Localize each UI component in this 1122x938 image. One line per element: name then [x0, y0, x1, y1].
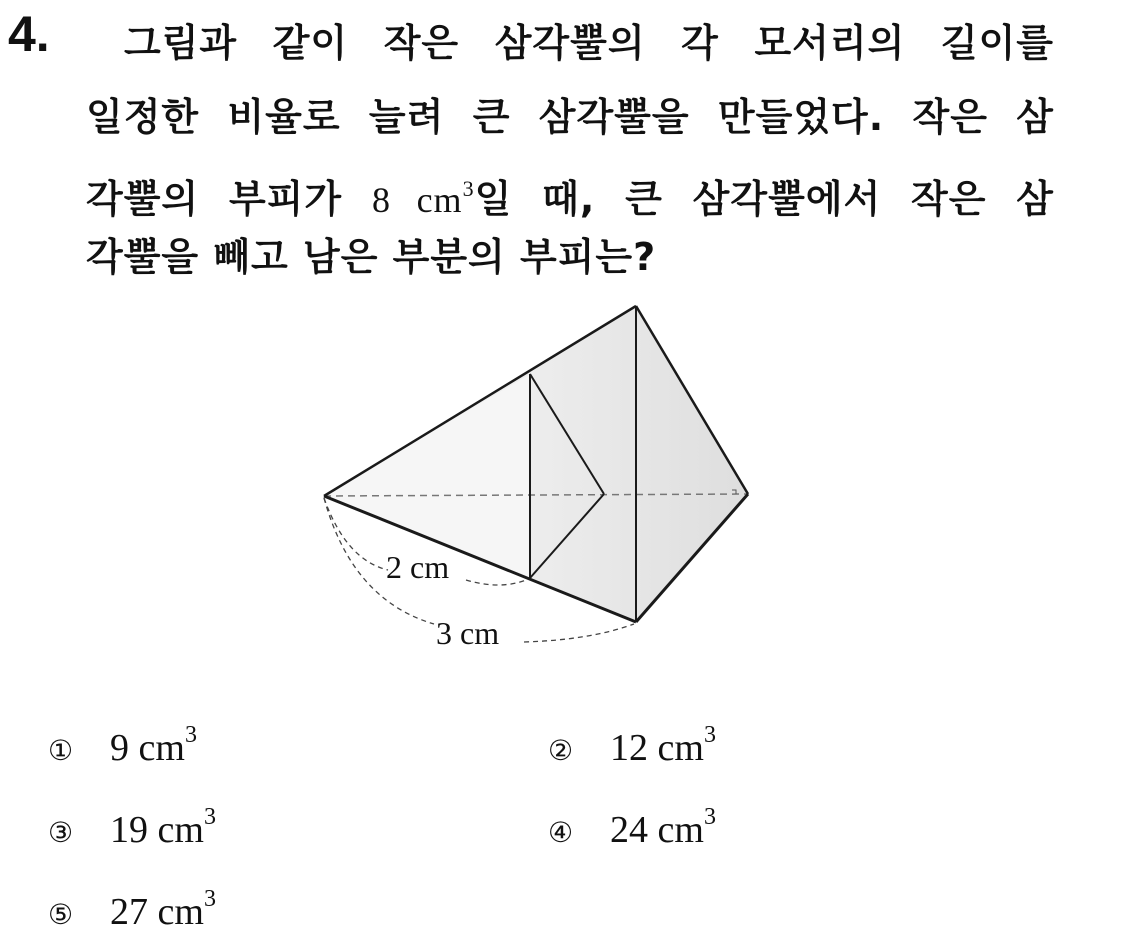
question-number: 4.	[8, 6, 50, 62]
choice-4-exponent: 3	[703, 804, 716, 830]
choice-2-marker: ②	[548, 734, 574, 767]
choice-4[interactable]	[548, 794, 716, 856]
choice-2[interactable]	[548, 712, 716, 774]
large-edge-label: 3 cm	[436, 615, 500, 651]
choice-2-exponent: 3	[703, 722, 716, 748]
question-text-line-2: 일정한 비율로 늘려 큰 삼각뿔을 만들었다. 작은 삼	[86, 95, 1054, 139]
choice-4-value: 24 cm	[610, 809, 704, 851]
choice-5-exponent: 3	[203, 886, 216, 912]
small-edge-label: 2 cm	[386, 549, 450, 585]
choice-1[interactable]	[48, 712, 197, 774]
choice-3[interactable]	[48, 794, 216, 856]
choice-1-value: 9 cm	[110, 727, 185, 769]
choice-3-value: 19 cm	[110, 809, 204, 851]
choice-2-value: 12 cm	[610, 727, 704, 769]
choice-1-exponent: 3	[184, 722, 197, 748]
choice-3-exponent: 3	[203, 804, 216, 830]
small-pyramid-volume: 8 cm	[371, 180, 463, 220]
choice-3-marker: ③	[48, 816, 74, 849]
choice-5-marker: ⑤	[48, 898, 74, 931]
question-text-line-4: 각뿔을 빼고 남은 부분의 부피는?	[86, 235, 657, 279]
choice-5[interactable]	[48, 876, 216, 938]
choice-1-marker: ①	[48, 734, 74, 767]
question-text-line-3-start: 각뿔의 부피가	[86, 177, 372, 221]
choice-5-value: 27 cm	[110, 891, 204, 933]
question-text-line-1: 그림과 같이 작은 삼각뿔의 각 모서리의 길이를	[124, 21, 1054, 65]
question-text-line-3-end: 일 때, 큰 삼각뿔에서 작은 삼	[474, 177, 1055, 221]
choice-4-marker: ④	[548, 816, 574, 849]
volume-exponent: 3	[462, 176, 475, 201]
